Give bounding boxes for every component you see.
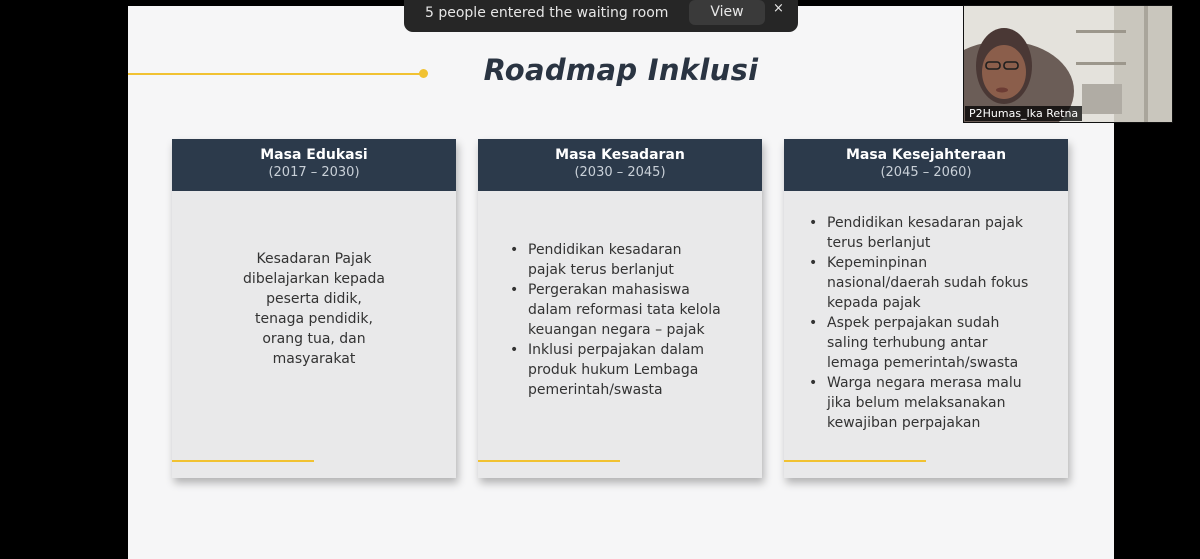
card-body [784,191,1068,478]
card-title: Masa Kesadaran [555,147,685,163]
description-line: peserta didik, [266,291,362,307]
card-years: (2030 – 2045) [574,165,666,180]
bullet-line: • Pendidikan kesadaran [528,242,682,258]
card-header [172,139,456,191]
bullet-line: jika belum melaksanakan [827,395,1006,411]
bullet-line: • Warga negara merasa malu [827,375,1022,391]
card-accent-underline [478,460,620,462]
card-years: (2017 – 2030) [268,165,360,180]
close-icon[interactable]: × [773,1,784,16]
card-body [478,191,762,478]
card-years: (2045 – 2060) [880,165,972,180]
bullet-line: • Pendidikan kesadaran pajak [827,215,1024,231]
bullet-line: • Pergerakan mahasiswa [528,282,690,298]
participant-name-label: P2Humas_Ika Retna [965,106,1082,121]
card-masa-edukasi [172,139,456,478]
description-line: orang tua, dan [262,331,366,347]
bullet-item [807,213,1028,253]
slide-title: Roadmap Inklusi [483,53,759,87]
bullet-item [807,313,1028,373]
bullet-item [807,373,1028,433]
screen-share-background [1114,123,1200,559]
bullet-line: dalam reformasi tata kelola [528,302,721,318]
bullet-item [508,240,721,280]
description-line: dibelajarkan kepada [243,271,385,287]
view-button[interactable]: View [689,0,765,25]
bullet-item [508,340,721,400]
bullet-line: saling terhubung antar [827,335,988,351]
card-header [784,139,1068,191]
card-body [172,191,456,478]
bullet-line: • Aspek perpajakan sudah [827,315,1000,331]
card-accent-underline [784,460,926,462]
bullet-item [807,253,1028,313]
card-title: Masa Kesejahteraan [845,147,1007,163]
bullet-line: kepada pajak [827,295,921,311]
card-masa-kesejahteraan [784,139,1068,478]
description-line: tenaga pendidik, [255,311,373,327]
bullet-line: produk hukum Lembaga [528,362,699,378]
bullet-line: pajak terus berlanjut [528,262,674,278]
bullet-list [508,240,721,400]
bullet-line: pemerintah/swasta [528,382,663,398]
bullet-line: • Inklusi perpajakan dalam [528,342,705,358]
bullet-line: lemaga pemerintah/swasta [827,355,1019,371]
card-header [478,139,762,191]
bullet-line: • Kepeminpinan [827,255,928,271]
card-description [202,249,426,369]
card-masa-kesadaran [478,139,762,478]
bullet-line: keuangan negara – pajak [528,322,705,338]
bullet-line: nasional/daerah sudah fokus [827,275,1029,291]
card-accent-underline [172,460,314,462]
participant-video[interactable] [963,5,1173,123]
bullet-item [508,280,721,340]
bullet-list [807,213,1028,433]
notification-text: 5 people entered the waiting room [425,5,669,21]
description-line: Kesadaran Pajak [256,251,372,267]
waiting-room-notification [404,0,798,32]
description-line: masyarakat [272,351,356,367]
card-title: Masa Edukasi [260,147,368,163]
bullet-line: terus berlanjut [827,235,931,251]
bullet-line: kewajiban perpajakan [827,415,981,431]
